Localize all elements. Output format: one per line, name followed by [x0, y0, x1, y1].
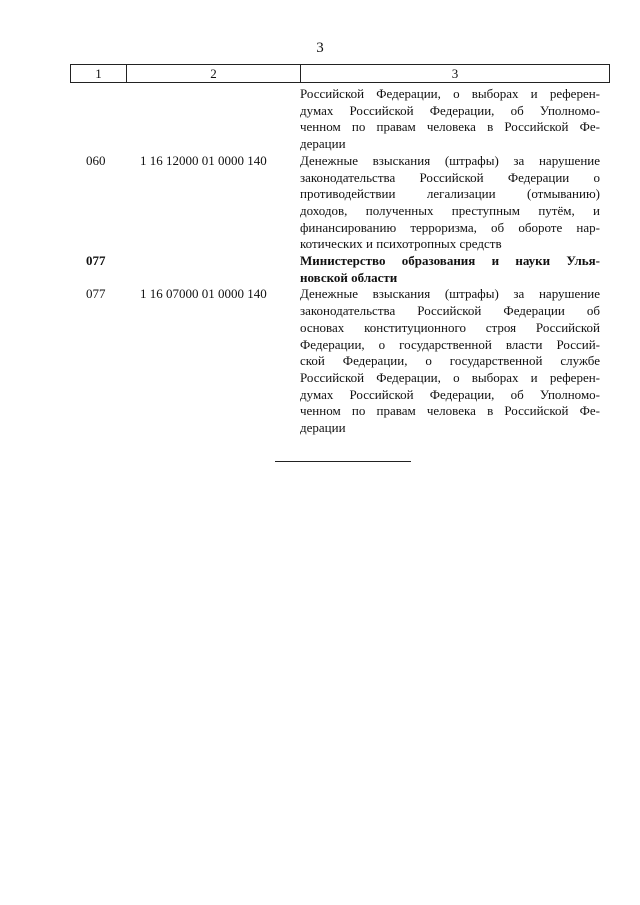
- row-code: 077: [86, 286, 106, 302]
- row-code: 060: [86, 152, 106, 168]
- description-line: новской области: [300, 269, 398, 285]
- table-row: [70, 286, 610, 436]
- header-col-2: 2: [127, 65, 301, 82]
- description-line: Денежные взыскания (штрафы) за нарушение: [300, 286, 600, 302]
- description-line: законодательства Российской Федерации об: [300, 303, 600, 319]
- row-code: 077: [86, 253, 106, 269]
- description-line: Министерство образования и науки Улья-: [300, 253, 600, 269]
- end-of-table-rule: [275, 461, 411, 462]
- table-body: [70, 86, 610, 437]
- row-description: [300, 286, 600, 436]
- table-header: [70, 64, 610, 83]
- description-line: думах Российской Федерации, об Уполномо-: [300, 386, 600, 402]
- description-line: думах Российской Федерации, об Уполномо-: [300, 102, 600, 118]
- description-line: законодательства Российской Федерации о: [300, 169, 600, 185]
- row-kbk: [126, 253, 300, 286]
- row-description: [300, 253, 600, 286]
- table-row: [70, 253, 610, 286]
- description-line: ченном по правам человека в Российской Фе-: [300, 403, 600, 419]
- table-row: [70, 86, 610, 153]
- description-line: Российской Федерации, о выборах и референ-: [300, 369, 600, 385]
- row-description: [300, 153, 600, 253]
- page-number: 3: [316, 40, 324, 56]
- row-code: [70, 86, 126, 153]
- description-line: дерации: [300, 136, 346, 152]
- description-line: дерации: [300, 420, 346, 436]
- description-line: Российской Федерации, о выборах и референ-: [300, 86, 600, 101]
- row-description: [300, 86, 600, 153]
- description-line: финансированию терроризма, об обороте нар-: [300, 219, 600, 235]
- description-line: Денежные взыскания (штрафы) за нарушение: [300, 152, 600, 168]
- description-line: основах конституционного строя Российской: [300, 319, 600, 335]
- table-row: [70, 153, 610, 253]
- description-line: ченном по правам человека в Российской Фе-: [300, 119, 600, 135]
- description-line: ской Федерации, о государственной службе: [300, 353, 600, 369]
- description-line: доходов, полученных преступным путём, и: [300, 202, 600, 218]
- description-line: котических и психотропных средств: [300, 236, 502, 252]
- description-line: противодействии легализации (отмыванию): [300, 186, 600, 202]
- row-kbk: [126, 86, 300, 153]
- description-line: Федерации, о государственной власти Россий-: [300, 336, 600, 352]
- header-col-1: 1: [71, 65, 127, 82]
- header-col-3: 3: [451, 66, 459, 81]
- row-kbk: 1 16 12000 01 0000 140: [140, 152, 267, 168]
- row-kbk: 1 16 07000 01 0000 140: [140, 286, 267, 302]
